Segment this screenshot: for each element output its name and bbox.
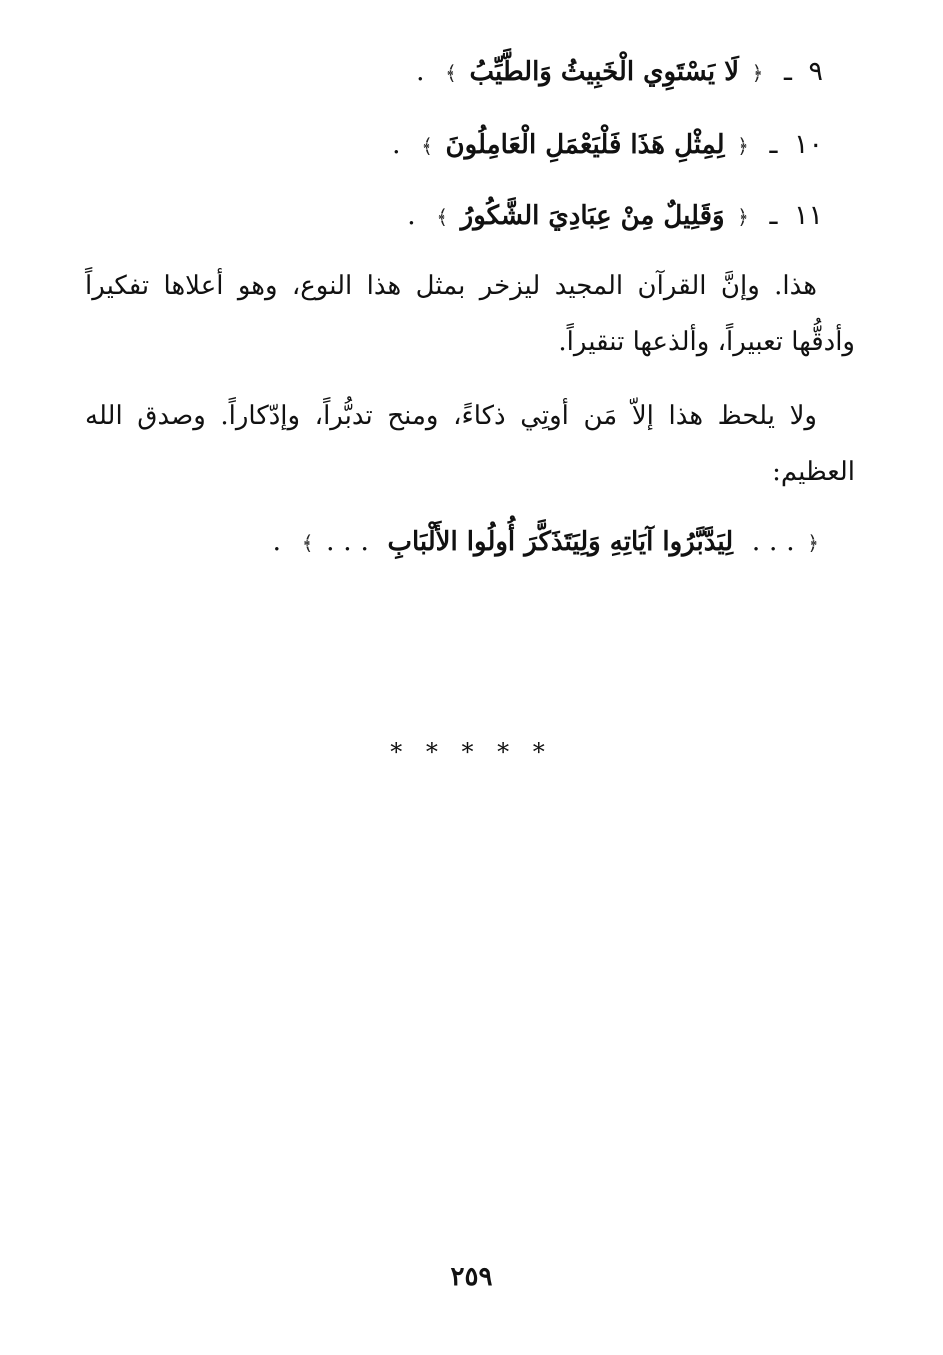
closing-lead-ellipsis: . . . — [751, 526, 795, 557]
ornate-close-bracket-icon: ﴾ — [301, 530, 314, 555]
ornate-open-bracket-icon: ﴿ — [807, 530, 819, 555]
closing-verse — [273, 522, 824, 563]
full-stop: . — [407, 200, 416, 231]
closing-trail-ellipsis: . . . — [326, 526, 369, 557]
full-stop: . — [272, 526, 282, 557]
full-stop: . — [415, 56, 425, 87]
section-divider: * * * * * — [390, 738, 553, 766]
ornate-open-bracket-icon: ﴿ — [751, 60, 764, 85]
full-stop: . — [392, 129, 401, 160]
paragraph-1: هذا. وإنَّ القرآن المجيد ليزخر بمثل هذا النوع، وهو أعلاها تفكيراً وأدقُّها تعبيراً، وألذعها تنقيراً. — [85, 271, 855, 357]
verse-number: ١١ — [793, 200, 823, 231]
verse-number: ١٠ — [793, 129, 823, 160]
verse-text: لَا يَسْتَوِي الْخَبِيثُ وَالطَّيِّبُ — [469, 57, 740, 87]
ornate-open-bracket-icon: ﴿ — [737, 204, 749, 229]
verse-separator: ـ — [769, 129, 778, 160]
verse-separator: ـ — [769, 200, 778, 231]
verse-separator: ـ — [783, 56, 792, 87]
closing-verse-text: لِيَدَّبَّرُوا آيَاتِهِ وَلِيَتَذَكَّرَ أُولُوا الأَلْبَابِ — [387, 527, 734, 557]
ornate-close-bracket-icon: ﴾ — [445, 60, 457, 85]
page-number: ٢٥٩ — [450, 1262, 493, 1292]
paragraph-2: ولا يلحظ هذا إلاّ مَن أوتِي ذكاءً، ومنح تدبُّراً، وإدّكاراً. وصدق الله العظيم: — [85, 401, 855, 487]
ornate-close-bracket-icon: ﴾ — [436, 204, 449, 229]
verse-item-9 — [416, 52, 823, 93]
verse-text: لِمِثْلِ هَذَا فَلْيَعْمَلِ الْعَامِلُونَ — [445, 130, 725, 160]
ornate-close-bracket-icon: ﴾ — [421, 133, 433, 158]
verse-number: ٩ — [808, 56, 823, 87]
verse-text: وَقَلِيلٌ مِنْ عِبَادِيَ الشَّكُورُ — [460, 201, 725, 231]
verse-item-10 — [392, 125, 823, 166]
ornate-open-bracket-icon: ﴿ — [737, 133, 749, 158]
verse-item-11 — [407, 196, 823, 237]
